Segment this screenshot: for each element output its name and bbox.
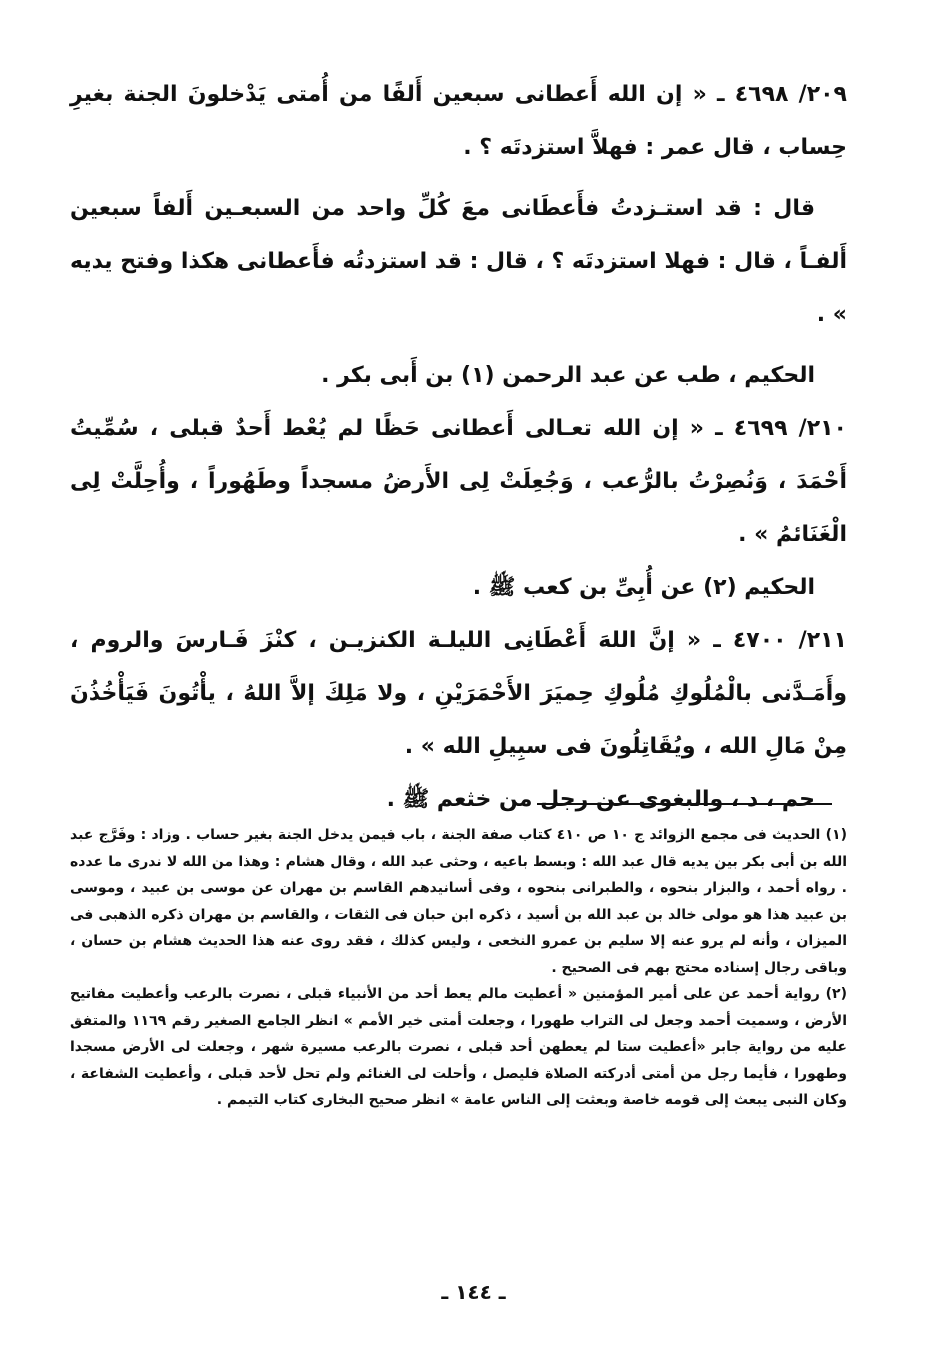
footnote-1: (١) الحديث فى مجمع الزوائد ج ١٠ ص ٤١٠ كتاب صفة الجنة ، باب فيمن يدخل الجنة بغير حساب . وزاد : وفَرَّج عبد الله بن أبى بكر بين يديه قال عبد الله : وبسط باعيه ، وحثى عبد الله ، وقال هشام : وهذا من الله لا ندرى ما عدده . رواه أحمد ، والبزار بنحوه ، والطبرانى بنحوه ، وفى أسانيدهم القاسم بن مهران عن موسى بن عبيد ، وموسى بن عبيد هذا هو مولى خالد بن عبد الله بن أسيد ، ذكره ابن حبان فى الثقات ، والقاسم بن مهران ذكره الذهبى فى الميزان ، وأنه لم يرو عنه إلا سليم بن عمرو النخعى ، وليس كذلك ، فقد روى عنه هذا الحديث هشام بن حسان ، وباقى رجال إسناده محتج بهم فى الصحيح . — [70, 827, 847, 976]
hadith-209-source: الحكيم ، طب عن عبد الرحمن (١) بن أَبى بكر . — [321, 363, 815, 388]
page-number: ـ ١٤٤ ـ — [441, 1280, 506, 1304]
hadith-209-continuation: قال : قد استـزدتُ فأَعطَانى معَ كُلِّ واحد من السبعـين أَلفاً سبعين أَلفـاً ، قال : فهلا استزدتَه ؟ ، قال : قد استزدتُه فأَعطانى هكذا وفتح يديه » . — [70, 196, 847, 327]
hadith-211-source: حم ، د ، والبغوى عن رجل من خثعم ﷺ . — [386, 787, 815, 812]
footnote-divider — [537, 803, 832, 805]
footnote-2: (٢) رواية أحمد عن على أمير المؤمنين « أعطيت مالم يعط أحد من الأنبياء قبلى ، نصرت بالرعب وأعطيت مفاتيح الأرض ، وسميت أحمد وجعل لى التراب طهورا ، وجعلت أمتى خير الأمم » انظر الجامع الصغير رقم ١١٦٩ والمتفق عليه من رواية جابر «أعطيت ستا لم يعطهن أحد قبلى ، نصرت بالرعب مسيرة شهر ، وجعلت لى الأرض مسجدا وطهورا ، فأيما رجل من أمتى أدركته الصلاة فليصل ، وأحلت لى الغنائم ولم تحل لأحد قبلى ، وأعطيت الشفاعة ، وكان النبى يبعث إلى قومه خاصة وبعثت إلى الناس عامة » انظر صحيح البخارى كتاب التيمم . — [70, 986, 847, 1108]
hadith-211-text: ٢١١/ ٤٧٠٠ ـ « إنَّ اللهَ أَعْطَانِى الليلـة الكنزيـن ، كنْزَ فَـارسَ والروم ، وأَمَـدَّنى بالْمُلُوكِ مُلُوكِ حِميَرَ الأَحْمَرَيْنِ ، ولا مَلِكَ إلاَّ اللهُ ، يأْتُونَ فَيَأْخُذُنَ مِنْ مَالِ الله ، ويُقَاتِلُونَ فى سبِيلِ الله » . — [70, 628, 847, 759]
footnotes — [70, 822, 847, 1114]
main-text — [70, 68, 847, 826]
hadith-210-text: ٢١٠/ ٤٦٩٩ ـ « إن الله تعـالى أَعطانى حَظًا لم يُعْط أَحدٌ قبلى ، سُمِّيتُ أَحْمَدَ ، وَنُصِرْتُ بالرُّعب ، وَجُعِلَتْ لِى الأَرضُ مسجداً وطَهُوراً ، وأُحِلَّتْ لِى الْغَنَائمُ » . — [70, 416, 847, 547]
hadith-210-source: الحكيم (٢) عن أُبِىِّ بن كعب ﷺ . — [472, 575, 815, 600]
hadith-209-text: ٢٠٩/ ٤٦٩٨ ـ « إن الله أَعطانى سبعين أَلفًا من أُمتى يَدْخلونَ الجنة بغيرِ حِساب ، قال عمر : فهلاَّ استزدتَه ؟ . — [70, 82, 847, 160]
